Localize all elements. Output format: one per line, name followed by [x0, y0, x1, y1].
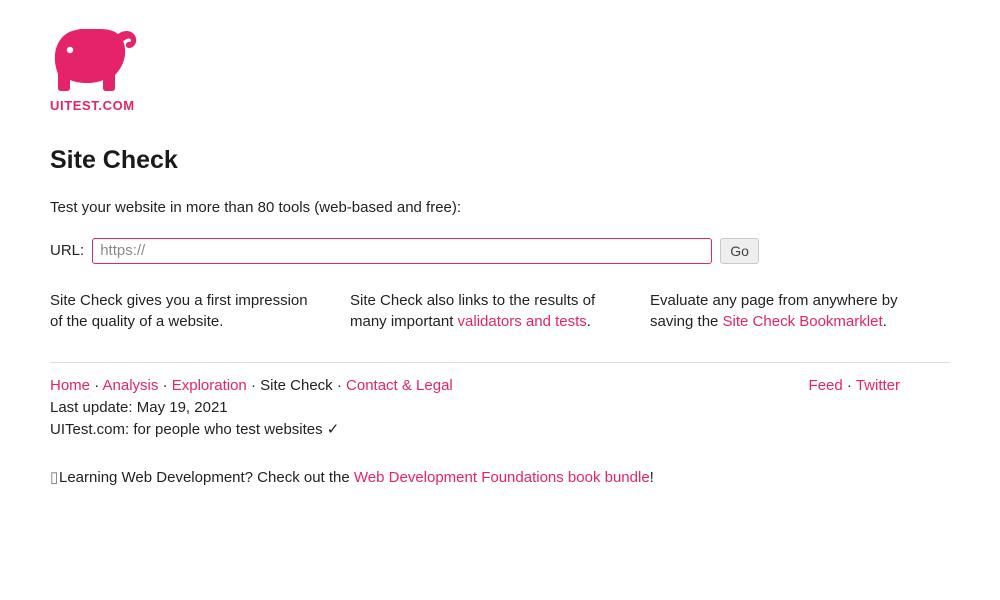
- footer-tagline: UITest.com: for people who test websites ✓: [50, 421, 340, 439]
- go-button[interactable]: Go: [720, 238, 759, 264]
- footer-separator-2: ·: [162, 377, 168, 395]
- url-check-form: [50, 238, 950, 264]
- site-check-bookmarklet-link[interactable]: Site Check Bookmarklet: [722, 312, 883, 330]
- footer-link-exploration[interactable]: Exploration: [171, 377, 247, 395]
- footer-separator-3: ·: [250, 377, 256, 395]
- book-bundle-link[interactable]: Web Development Foundations book bundle: [353, 469, 650, 487]
- book-glyph-icon: ▯: [50, 469, 59, 487]
- promo-text-after: !: [649, 469, 654, 487]
- site-logo[interactable]: [50, 20, 140, 113]
- footer-last-update: Last update: May 19, 2021: [50, 399, 228, 417]
- footer-link-home[interactable]: Home: [50, 377, 91, 395]
- footer-link-analysis[interactable]: Analysis: [102, 377, 159, 395]
- promo-line: [50, 467, 950, 489]
- footer-separator-4: ·: [336, 377, 342, 395]
- info-column-2-text-after: .: [586, 312, 591, 330]
- page-content: [50, 20, 950, 489]
- footer-link-feed[interactable]: Feed: [808, 377, 843, 395]
- url-label: URL:: [50, 242, 85, 259]
- promo-text-before: Learning Web Development? Check out the: [59, 469, 354, 487]
- footer: [50, 362, 950, 489]
- page-title: Site Check: [50, 146, 178, 174]
- info-column-3-text-after: .: [882, 312, 887, 330]
- footer-separator-right: ·: [846, 377, 852, 395]
- intro-text: Test your website in more than 80 tools (web-based and free):: [50, 198, 462, 216]
- info-column-3-text: Evaluate any page from anywhere by saving the: [650, 291, 898, 330]
- info-columns: [50, 290, 950, 333]
- footer-link-contact-legal[interactable]: Contact & Legal: [346, 377, 453, 395]
- info-column-1-text: Site Check gives you a first impression of the quality of a website.: [50, 291, 308, 330]
- logo-wordmark: UITEST.COM: [50, 98, 135, 113]
- footer-link-twitter[interactable]: Twitter: [855, 377, 900, 395]
- info-column-3: [650, 290, 950, 333]
- footer-separator-1: ·: [94, 377, 100, 395]
- info-column-2: [350, 290, 650, 333]
- elephant-logo-icon: [50, 20, 140, 96]
- footer-social-links: [809, 375, 900, 397]
- info-column-1: [50, 290, 350, 333]
- info-column-2-text: Site Check also links to the results of many important: [350, 291, 596, 330]
- url-input[interactable]: [92, 238, 712, 264]
- footer-current-page: Site Check: [260, 377, 333, 395]
- validators-and-tests-link[interactable]: validators and tests: [457, 312, 587, 330]
